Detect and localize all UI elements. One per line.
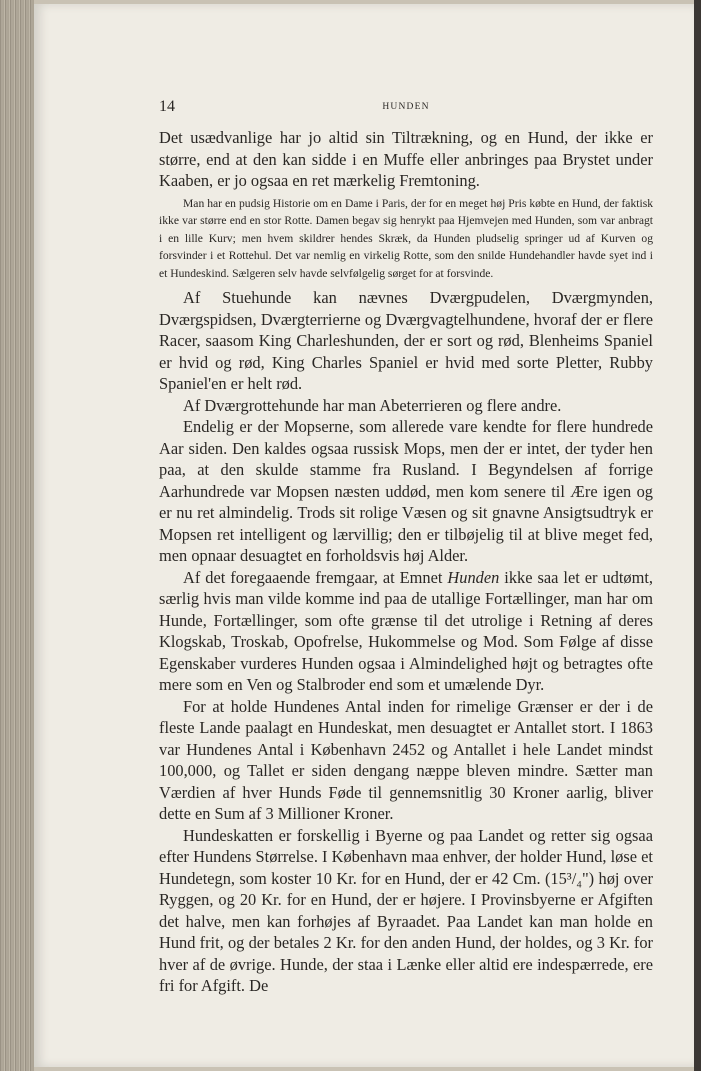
text-segment: Af det foregaaende fremgaar, at Emnet <box>183 567 448 587</box>
paragraph-1: Det usædvanlige har jo altid sin Tiltrækning, og en Hund, der ikke er større, end at den kan sidde i en Muffe eller anbringes paa Brystet under Kaaben, er jo ogsaa en ret mærkelig Fremtoning. <box>159 128 653 190</box>
running-head: HUNDEN <box>382 102 430 112</box>
paragraph-hundeskatten: Hundeskatten er forskellig i Byerne og paa Landet og retter sig ogsaa efter Hundens Størrelse. I København maa enhver, der holder Hund, løse et Hundetegn, som koster 10 Kr. for en Hund, der er 42 Cm. (15³/₄") høj over Ryggen, og 20 Kr. for en Hund, der er højere. I Provinsbyerne er Afgiften det halve, men kan forhøjes af Byraadet. Paa Landet kan man holde en Hund frit, og der betales 2 Kr. for den anden Hund, der holdes, og 3 Kr. for hver af de øvrige. Hunde, der staa i Lænke eller altid ere indespærrede, ere fri for Afgift. De <box>159 825 653 996</box>
page-number: 14 <box>159 98 175 115</box>
paragraph-emnet-hunden <box>159 567 653 696</box>
paragraph-stuehunde: Af Stuehunde kan nævnes Dværgpudelen, Dværgmynden, Dværgspidsen, Dværgterrierne og Dværgvagtelhundene, hvoraf der er flere Racer, saasom King Charleshunden, der er sort og rød, Blenheims Spaniel er hvid og rød, King Charles Spaniel er hvid med sorte Pletter, Rubby Spaniel'en er helt rød. <box>159 288 653 394</box>
italic-title: Hunden <box>447 567 500 587</box>
text-segment: ikke saa let er udtømt, særlig hvis man vilde komme ind paa de utallige Fortællinger, man har om Hunde, Fortællinger, som ofte grænse til det utrolige i Retning af deres Klogskab, Troskab, Opofrelse, Hukommelse og Mod. Som Følge af disse Egenskaber vurderes Hunden ogsaa i Almindelighed højt og betragtes ofte mere som en Ven og Stalbroder end som et umælende Dyr. <box>159 567 653 695</box>
paragraph-hundeskat: For at holde Hundenes Antal inden for rimelige Grænser er der i de fleste Lande paalagt en Hundeskat, men desuagtet er Antallet stort. I 1863 var Hundenes Antal i København 2452 og Antallet i hele Landet mindst 100,000, og Tallet er siden dengang næppe bleven mindre. Sætter man Værdien af hver Hunds Føde til gennemsnitlig 30 Kroner aarlig, bliver dette en Sum af 3 Millioner Kroner. <box>159 696 653 824</box>
paragraph-mopserne: Endelig er der Mopserne, som allerede vare kendte for flere hundrede Aar siden. Den kaldes ogsaa russisk Mops, men der er intet, der tyder hen paa, at den skulde stamme fra Rusland. I Begyndelsen af forrige Aarhundrede var Mopsen næsten uddød, men kom senere til Ære igen og er nu ret almindelig. Trods sit rolige Væsen og sit gnavne Ansigtsudtryk er Mopsen ret intelligent og lærvillig; den er tilbøjelig til at blive meget fed, men opnaar desuagtet en forholdsvis høj Alder. <box>159 417 653 566</box>
page-header <box>159 98 653 116</box>
book-spine-edge <box>0 0 34 1071</box>
page-body <box>159 127 653 997</box>
scan-border <box>694 0 701 1071</box>
anecdote-paragraph: Man har en pudsig Historie om en Dame i Paris, der for en meget høj Pris købte en Hund, der faktisk ikke var større end en stor Rotte. Damen begav sig henrykt paa Hjemvejen med Hunden, som var anbragt i en lille Kurv; men hvem skildrer hendes Skræk, da Hunden pludselig springer ud af Kurven og forsvinder i et Rottehul. Det var nemlig en virkelig Rotte, som den snilde Hundehandler havde syet ind i et Hundeskind. Sælgeren selv havde selvfølgelig sørget for at forsvinde. <box>159 196 653 280</box>
paragraph-dvaergrottehunde: Af Dværgrottehunde har man Abeterrieren og flere andre. <box>183 395 562 415</box>
